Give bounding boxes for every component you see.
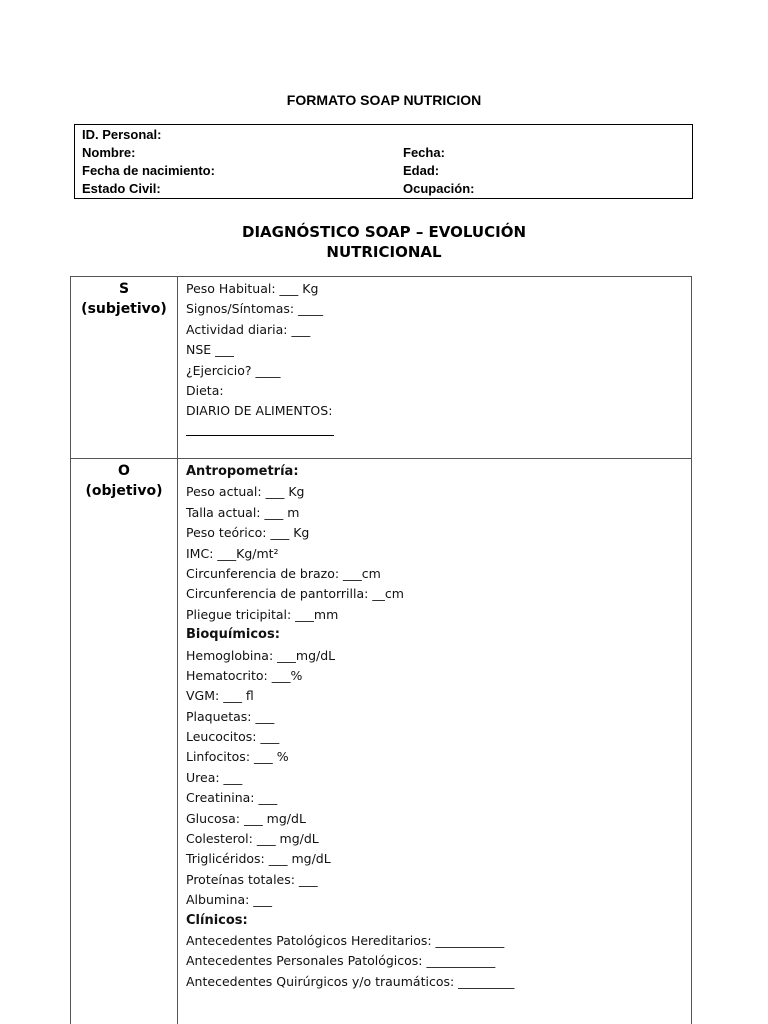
bioquimicos-line: Proteínas totales: ___ [186, 871, 318, 887]
bioquimicos-line: Creatinina: ___ [186, 790, 278, 806]
section-title [0, 222, 768, 262]
edad-label: Edad: [403, 163, 440, 178]
personal-info-box [74, 124, 693, 199]
bioquimicos-line: Colesterol: ___ mg/dL [186, 831, 319, 847]
subjetivo-line: ¿Ejercicio? ____ [186, 362, 281, 378]
subjetivo-line: Actividad diaria: ___ [186, 321, 311, 337]
fecha-label: Fecha: [403, 145, 445, 160]
column-divider [177, 277, 178, 1024]
id-personal-label: ID. Personal: [82, 127, 162, 142]
section-title-line-1: DIAGNÓSTICO SOAP – EVOLUCIÓN [242, 223, 526, 241]
objetivo-letter: O [118, 463, 130, 479]
clinicos-line: Antecedentes Personales Patológicos: ___________ [186, 953, 496, 969]
bioquimicos-line: VGM: ___ fl [186, 688, 254, 704]
subjetivo-line: NSE ___ [186, 342, 234, 358]
subjetivo-label [71, 279, 177, 319]
bioquimicos-line: Triglicéridos: ___ mg/dL [186, 851, 331, 867]
antropometria-line: Circunferencia de pantorrilla: __cm [186, 586, 404, 602]
bioquimicos-line: Hemoglobina: ___mg/dL [186, 647, 336, 663]
antropometria-line: Circunferencia de brazo: ___cm [186, 565, 381, 581]
fecha-nacimiento-label: Fecha de nacimiento: [82, 163, 215, 178]
subjetivo-line: DIARIO DE ALIMENTOS: [186, 403, 333, 419]
clinicos-line: Antecedentes Patológicos Hereditarios: ___________ [186, 932, 505, 948]
subjetivo-line: Signos/Síntomas: ____ [186, 301, 324, 317]
section-title-line-2: NUTRICIONAL [326, 243, 442, 261]
row-divider [71, 458, 691, 459]
bioquimicos-line: Plaquetas: ___ [186, 708, 275, 724]
bioquimicos-line: Linfocitos: ___ % [186, 749, 289, 765]
antropometria-line: IMC: ___Kg/mt² [186, 545, 279, 561]
subjetivo-letter: S [118, 281, 130, 297]
antropometria-line: Peso actual: ___ Kg [186, 484, 305, 500]
bioquimicos-line: Albumina: ___ [186, 892, 273, 908]
subjetivo-line: Dieta: [186, 382, 224, 398]
clinicos-line: Antecedentes Quirúrgicos y/o traumáticos: _________ [186, 973, 515, 989]
food-diary-blank-line [186, 422, 334, 442]
bioquimicos-line: Leucocitos: ___ [186, 729, 280, 745]
soap-table [70, 276, 692, 1024]
bioquimicos-line: Hematocrito: ___% [186, 667, 303, 683]
bioquimicos-line: Urea: ___ [186, 769, 243, 785]
subjetivo-content [186, 279, 334, 442]
antropometria-line: Talla actual: ___ m [186, 504, 300, 520]
estado-civil-label: Estado Civil: [82, 181, 161, 196]
antropometria-line: Pliegue tricipital: ___mm [186, 606, 339, 622]
objetivo-text: (objetivo) [85, 483, 163, 499]
bioquimicos-heading: Bioquímicos: [186, 627, 280, 643]
clinicos-heading: Clínicos: [186, 912, 248, 928]
antropometria-line: Peso teórico: ___ Kg [186, 525, 310, 541]
subjetivo-text: (subjetivo) [81, 301, 167, 317]
nombre-label: Nombre: [82, 145, 136, 160]
objetivo-content [186, 462, 514, 992]
ocupacion-label: Ocupación: [403, 181, 475, 196]
bioquimicos-line: Glucosa: ___ mg/dL [186, 810, 306, 826]
subjetivo-line: Peso Habitual: ___ Kg [186, 281, 319, 296]
document-title: FORMATO SOAP NUTRICION [286, 92, 482, 108]
antropometria-heading: Antropometría: [186, 464, 299, 479]
objetivo-label [71, 461, 177, 501]
